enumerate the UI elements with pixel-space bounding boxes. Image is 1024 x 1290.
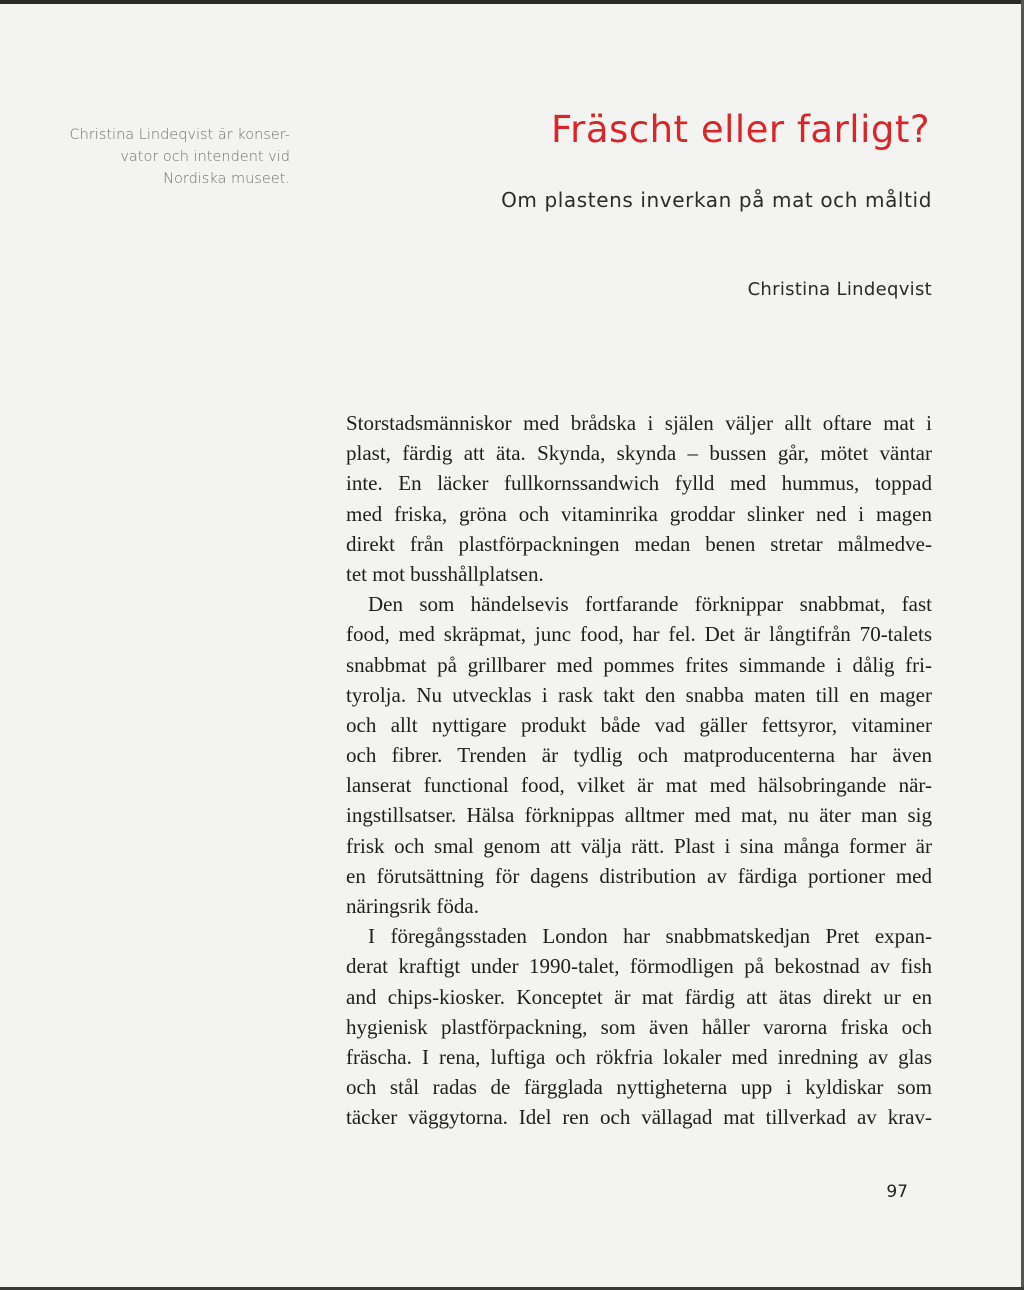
body-line: tyrolja. Nu utvecklas i rask takt den snabba maten till en mager (346, 682, 932, 707)
body-line: en förutsättning för dagens distribution av färdiga portioner med (346, 863, 932, 888)
article-subtitle: Om plastens inverkan på mat och måltid (501, 188, 932, 212)
body-line: frisk och smal genom att välja rätt. Plast i sina många former är (346, 833, 932, 858)
body-line: food, med skräpmat, junc food, har fel. Det är långtifrån 70-talets (346, 622, 932, 647)
body-line: derat kraftigt under 1990-talet, förmodligen på bekostnad av fish (346, 954, 932, 979)
body-line: och fibrer. Trenden är tydlig och matproducenterna har även (346, 743, 932, 768)
sidenote-line: vator och intendent vid (120, 149, 290, 165)
body-line: lanserat functional food, vilket är mat med hälsobringande när- (346, 773, 932, 798)
article-author: Christina Lindeqvist (747, 279, 932, 300)
body-line: snabbmat på grillbarer med pommes frites simmande i dålig fri- (346, 652, 932, 677)
body-line: I föregångsstaden London har snabbmatskedjan Pret expan- (368, 924, 932, 949)
body-line: direkt från plastförpackningen medan benen stretar målmedve- (346, 531, 932, 556)
body-line: inte. En läcker fullkornssandwich fylld med hummus, toppad (346, 471, 932, 496)
author-sidenote (40, 124, 290, 190)
body-line: näringsrik föda. (346, 894, 479, 918)
body-line: and chips-kiosker. Konceptet är mat färdig att ätas direkt ur en (346, 984, 932, 1009)
body-line: fräscha. I rena, luftiga och rökfria lokaler med inredning av glas (346, 1044, 932, 1069)
body-line: täcker väggytorna. Idel ren och vällagad mat tillverkad av krav- (346, 1105, 932, 1130)
body-line: hygienisk plastförpackning, som även håller varorna friska och (346, 1014, 932, 1039)
sidenote-line: Nordiska museet. (163, 171, 290, 187)
body-line: tet mot busshållplatsen. (346, 561, 544, 586)
body-line: plast, färdig att äta. Skynda, skynda – bussen går, mötet väntar (346, 441, 932, 466)
body-line: Den som händelsevis fortfarande förknippar snabbmat, fast (368, 592, 932, 617)
body-line: och stål radas de färgglada nyttigheterna upp i kyldiskar som (346, 1075, 932, 1100)
body-line: Storstadsmänniskor med brådska i själen väljer allt oftare mat i (346, 411, 932, 435)
body-line: och allt nyttigare produkt både vad gäller fettsyror, vitaminer (346, 712, 932, 737)
article-title: Fräscht eller farligt? (551, 108, 930, 151)
scan-edge-top (0, 0, 1024, 4)
body-line: med friska, gröna och vitaminrika groddar slinker ned i magen (346, 501, 932, 526)
page-number: 97 (886, 1182, 908, 1202)
body-line: ingstillsatser. Hälsa förknippas alltmer med mat, nu äter man sig (346, 803, 932, 828)
sidenote-line: Christina Lindeqvist är konser- (69, 127, 290, 143)
article-body (346, 408, 932, 1133)
